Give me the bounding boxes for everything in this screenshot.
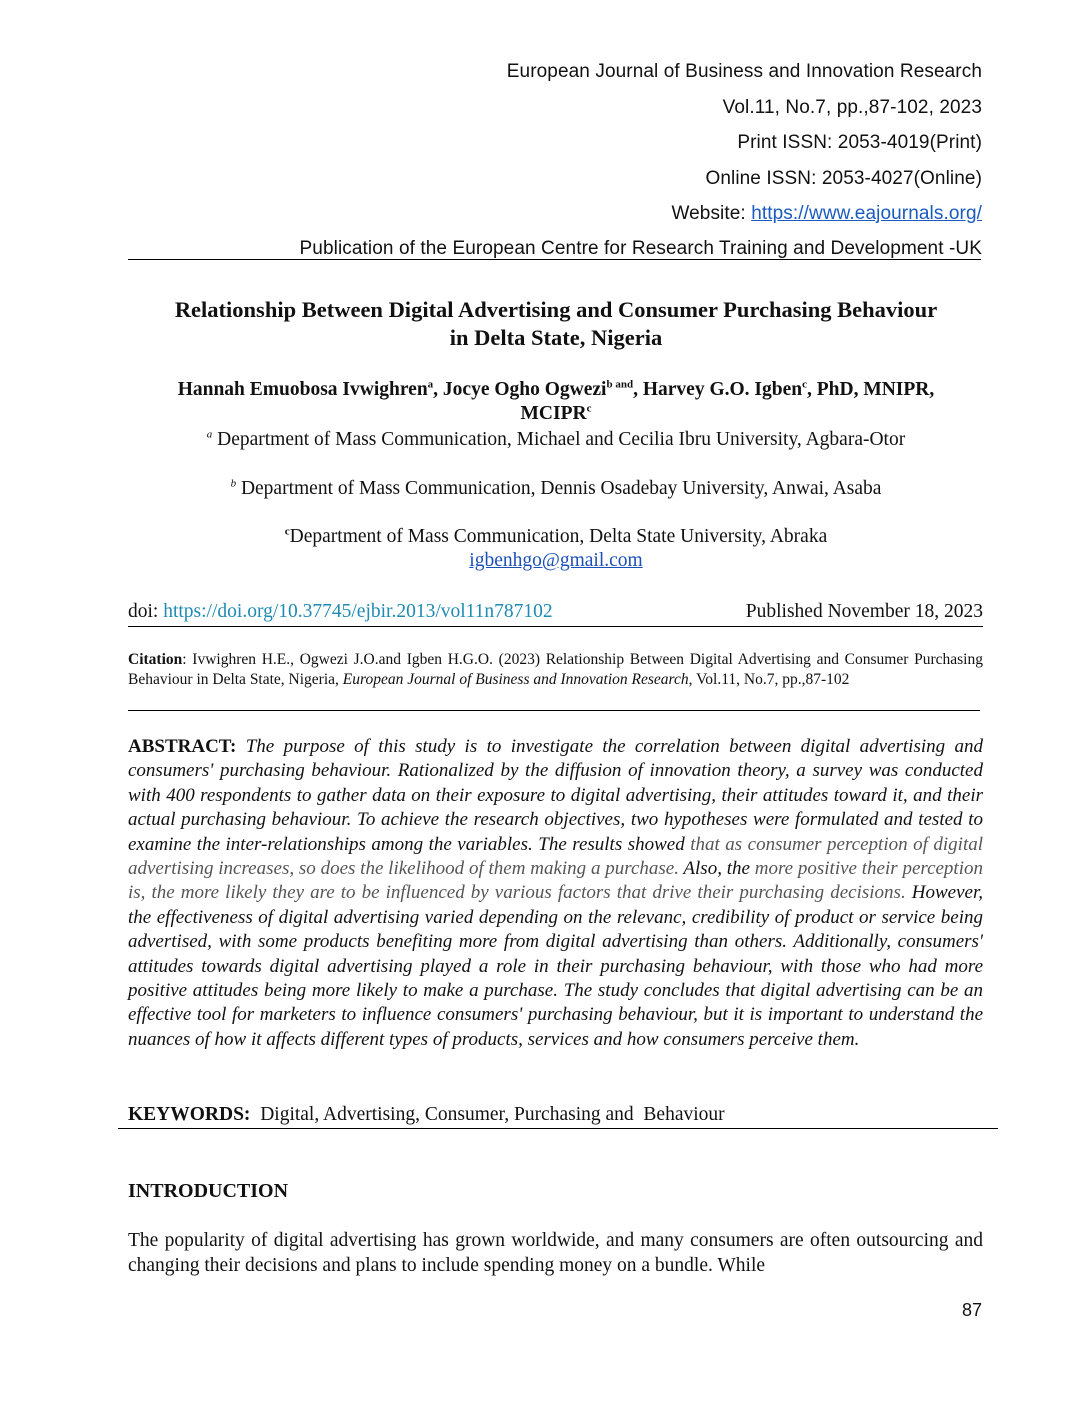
website-line — [671, 203, 982, 225]
online-issn: Online ISSN: 2053-4027(Online) — [705, 168, 982, 189]
affiliation-a-text: Department of Mass Communication, Michael and Cecilia Ibru University, Agbara-Otor — [212, 429, 906, 450]
abstract-label: ABSTRACT: — [128, 736, 237, 757]
doi-label: doi: — [128, 601, 164, 622]
affiliation-b — [128, 477, 984, 501]
abstract-block — [128, 735, 983, 1052]
affiliation-a — [128, 428, 984, 452]
corresponding-email-link[interactable]: igbenhgo@gmail.com — [469, 550, 643, 571]
published-date: Published November 18, 2023 — [745, 601, 983, 622]
affiliation-c-line — [128, 525, 984, 549]
author-line-2 — [128, 402, 984, 426]
introduction-paragraph: The popularity of digital advertising has grown worldwide, and many consumers are often outsourcing and changing their decisions and plans to include spending money on a bundle. While — [128, 1230, 983, 1276]
doi-line — [128, 601, 983, 623]
author-1-mark: a — [427, 378, 434, 391]
citation-label: Citation — [128, 651, 183, 668]
citation-rule — [128, 710, 980, 711]
author-3-titles-cont: MCIPR — [520, 403, 587, 424]
paper-title — [128, 296, 984, 352]
affiliation-b-text: Department of Mass Communication, Dennis Osadebay University, Anwai, Asaba — [236, 478, 882, 499]
author-1: Hannah Emuobosa Ivwighren — [177, 379, 428, 400]
author-2-mark: b and — [606, 378, 634, 391]
abstract-text-5: However, the effectiveness of digital advertising varied depending on the relevanc, credibility of product or service being advertised, with some products benefiting more from digital advertising than others. Additionally, consumers' attitudes towards digital advertising played a role in their purchasing behaviour, with those who had more positive attitudes being more likely to make a purchase. The study concludes that digital advertising can be an effective tool for marketers to influence consumers' purchasing behaviour, but it is important to understand the nuances of how it affects different types of products, services and how consumers perceive them. — [128, 882, 983, 1050]
affiliation-c-mark: c — [284, 525, 290, 538]
doi-rule — [128, 626, 983, 627]
author-line-1 — [128, 378, 984, 402]
doi-block — [128, 601, 553, 623]
author-3-mark: c — [802, 378, 807, 391]
journal-name: European Journal of Business and Innovation Research — [506, 61, 982, 82]
introduction-heading: INTRODUCTION — [128, 1180, 289, 1202]
title-line-2: in Delta State, Nigeria — [449, 325, 663, 350]
abstract-text-1: The purpose of this study is to investigate the correlation between digital advertising and consumers' purchasing behaviour. Rationalized by the diffusion of innovation theory, a survey was conducted with 400 respondents to gather data on their exposure to digital advertising, their attitudes toward it, and their actual purchasing behaviour. To achieve the research objectives, two hypotheses were formulated and tested to examine the inter-relationships among the variables. The results showed — [128, 736, 983, 855]
email-line — [128, 549, 984, 573]
keywords-label: KEYWORDS: — [128, 1104, 251, 1125]
publisher-line: Publication of the European Centre for Research Training and Development -UK — [299, 238, 982, 259]
doi-link[interactable]: https://doi.org/10.37745/ejbir.2013/vol11n787102 — [163, 601, 553, 622]
keywords-text: Digital, Advertising, Consumer, Purchasing and Behaviour — [250, 1104, 725, 1125]
affiliation-c-text: Department of Mass Communication, Delta State University, Abraka — [289, 526, 828, 547]
affiliation-a-mark: a — [206, 428, 213, 441]
affiliation-b-mark: b — [230, 477, 237, 490]
volume-info: Vol.11, No.7, pp.,87-102, 2023 — [722, 97, 982, 118]
abstract-text-4: more positive their perception is, the more likely they are to be influenced by various factors that drive their purchasing decisions. — [128, 858, 983, 904]
affiliation-c — [128, 525, 984, 573]
citation-block — [128, 650, 983, 690]
website-link[interactable]: https://www.eajournals.org/ — [751, 203, 982, 224]
page-number: 87 — [961, 1300, 982, 1320]
author-2: , Jocye Ogho Ogwezi — [433, 379, 607, 400]
author-list — [128, 378, 984, 426]
print-issn: Print ISSN: 2053-4019(Print) — [737, 132, 982, 153]
keywords-line — [128, 1104, 725, 1126]
header-rule — [128, 259, 981, 260]
abstract-text-3: Also, the — [678, 858, 755, 880]
citation-journal: European Journal of Business and Innovation Research — [342, 671, 689, 688]
abstract-text-2: that as consumer perception of digital advertising increases, so does the likelihood of them making a purchase. — [128, 833, 983, 880]
author-3-titles: , PhD, MNIPR, — [806, 379, 935, 400]
citation-pages: , Vol.11, No.7, pp.,87-102 — [688, 671, 850, 688]
citation-text: : Ivwighren H.E., Ogwezi J.O.and Igben H.G.O. (2023) Relationship Between Digital Advertising and Consumer Purchasing Behaviour in Delta State, Nigeria, — [128, 651, 983, 688]
author-3-line2-mark: c — [586, 402, 592, 415]
website-label: Website: — [671, 203, 752, 224]
author-3: , Harvey G.O. Igben — [633, 379, 803, 400]
title-line-1: Relationship Between Digital Advertising and Consumer Purchasing Behaviour — [174, 297, 938, 322]
keywords-rule — [118, 1128, 998, 1129]
